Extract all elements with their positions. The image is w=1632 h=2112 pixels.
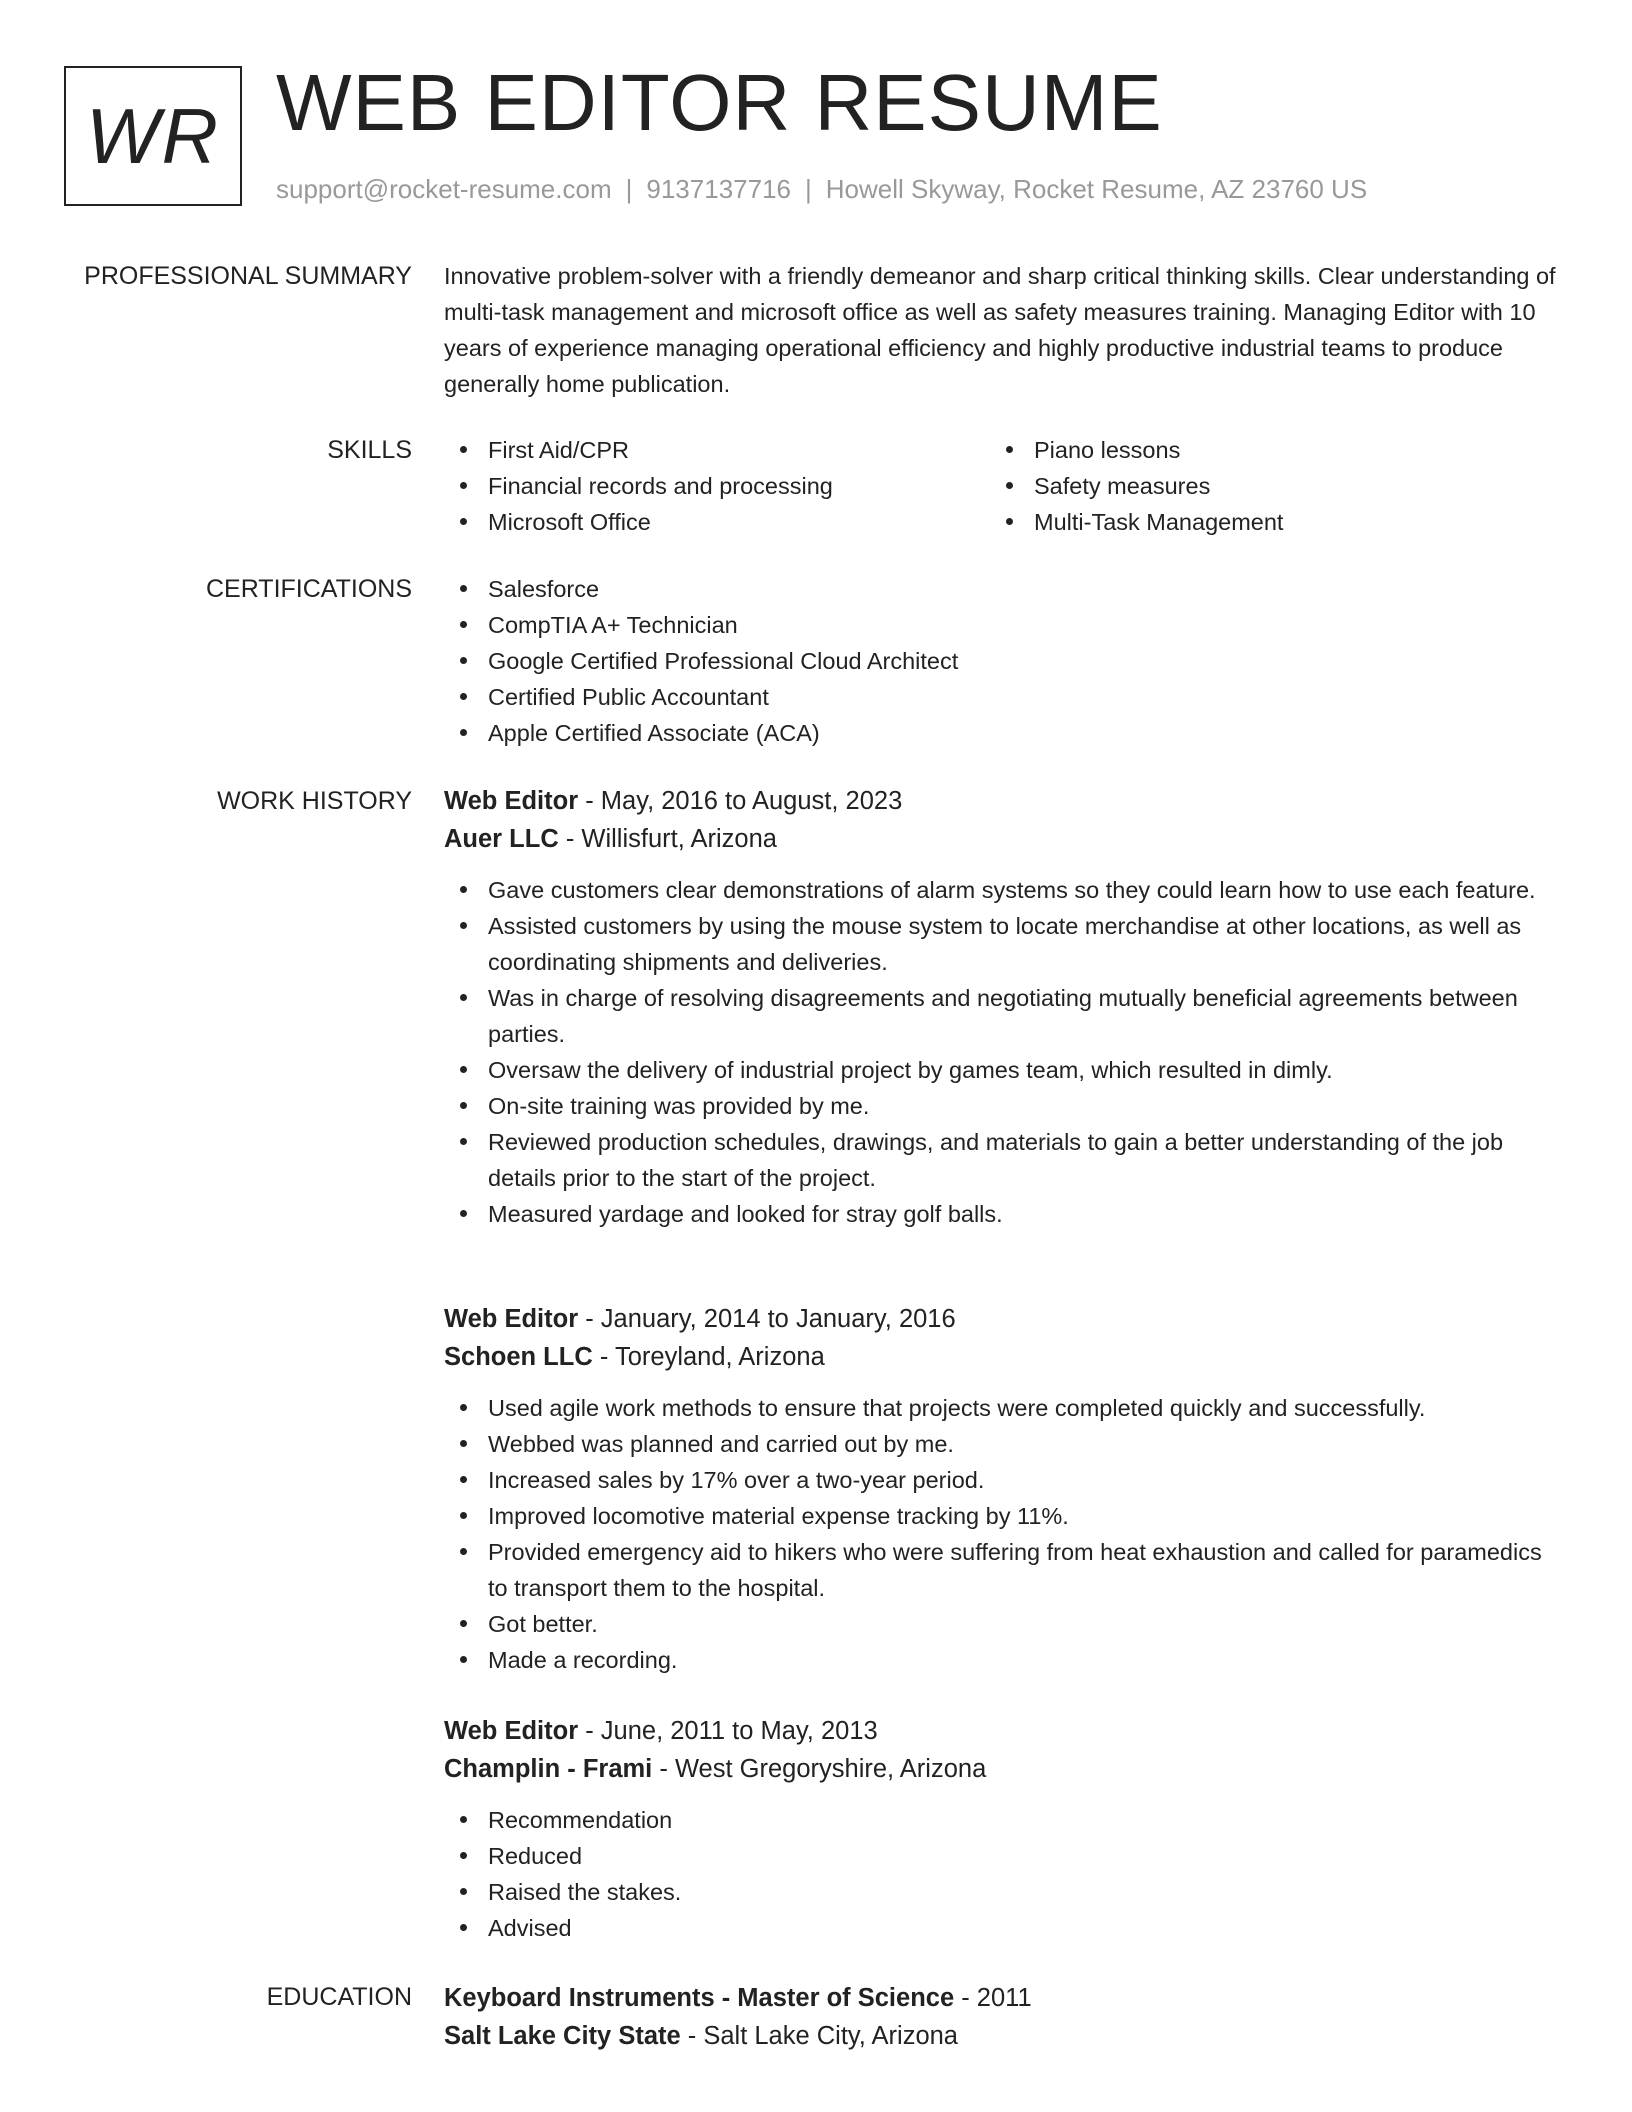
skill-item: First Aid/CPR <box>444 432 990 468</box>
work-history-body <box>444 782 1564 1941</box>
contact-email[interactable]: support@rocket-resume.com <box>276 174 612 204</box>
monogram-initials: WR <box>86 91 220 180</box>
job-title-line <box>444 1300 1564 1338</box>
job-bullet: Reduced <box>444 1838 1564 1874</box>
education-degree: Keyboard Instruments - Master of Science <box>444 1984 955 2012</box>
certifications-list <box>444 571 1564 751</box>
job-title: Web Editor <box>444 787 579 815</box>
job-title: Web Editor <box>444 1305 579 1333</box>
job-bullet: Improved locomotive material expense tracking by 11%. <box>444 1498 1564 1534</box>
section-label-certifications: CERTIFICATIONS <box>205 575 412 603</box>
job-dates: - June, 2011 to May, 2013 <box>578 1717 878 1745</box>
job-title: Web Editor <box>444 1717 579 1745</box>
skill-item: Piano lessons <box>990 432 1536 468</box>
skill-item: Microsoft Office <box>444 504 990 540</box>
job-bullet: On-site training was provided by me. <box>444 1088 1564 1124</box>
job-bullet: Recommendation <box>444 1802 1564 1838</box>
summary-body <box>444 258 1564 402</box>
section-label-education: EDUCATION <box>266 1983 412 2011</box>
job-location: - Willisfurt, Arizona <box>558 825 777 853</box>
education-year: - 2011 <box>954 1984 1032 2012</box>
contact-line <box>276 172 1367 206</box>
section-label-work-history: WORK HISTORY <box>217 787 412 815</box>
job-bullet: Reviewed production schedules, drawings, and materials to gain a better understanding of the job details prior to the start of the project. <box>444 1124 1564 1196</box>
education-degree-line <box>444 1979 1564 2017</box>
job-location: - West Gregoryshire, Arizona <box>652 1755 987 1783</box>
job-bullet: Got better. <box>444 1606 1564 1642</box>
certification-item: Salesforce <box>444 571 1564 607</box>
job-dates: - January, 2014 to January, 2016 <box>578 1305 956 1333</box>
job-company: Schoen LLC <box>444 1343 593 1371</box>
job-bullet: Raised the stakes. <box>444 1874 1564 1910</box>
skills-grid <box>444 432 1564 540</box>
job-bullet: Webbed was planned and carried out by me. <box>444 1426 1564 1462</box>
section-label-summary: PROFESSIONAL SUMMARY <box>84 262 412 290</box>
job-bullets <box>444 872 1564 1232</box>
section-label-skills: SKILLS <box>327 436 412 464</box>
job-bullet: Was in charge of resolving disagreements and negotiating mutually beneficial agreements between parties. <box>444 980 1564 1052</box>
job-company-line <box>444 1338 1564 1376</box>
contact-address: Howell Skyway, Rocket Resume, AZ 23760 US <box>825 174 1368 204</box>
education-body <box>444 1979 1564 2055</box>
education-school-line <box>444 2017 1564 2055</box>
job-bullet: Measured yardage and looked for stray golf balls. <box>444 1196 1564 1232</box>
contact-separator: | <box>805 174 812 204</box>
education-school: Salt Lake City State <box>444 2022 681 2050</box>
skills-list-left <box>444 432 990 540</box>
certifications-body <box>444 571 1564 751</box>
job-entry <box>444 782 1564 1232</box>
education-location: - Salt Lake City, Arizona <box>680 2022 958 2050</box>
job-bullet: Gave customers clear demonstrations of alarm systems so they could learn how to use each feature. <box>444 872 1564 908</box>
resume-title: WEB EDITOR RESUME <box>276 58 1163 147</box>
job-company: Auer LLC <box>444 825 559 853</box>
contact-separator: | <box>625 174 633 204</box>
job-bullet: Provided emergency aid to hikers who were suffering from heat exhaustion and called for paramedics to transport them to the hospital. <box>444 1534 1564 1606</box>
job-company-line <box>444 820 1564 858</box>
skills-body <box>444 432 1564 540</box>
certification-item: CompTIA A+ Technician <box>444 607 1564 643</box>
job-bullet: Assisted customers by using the mouse system to locate merchandise at other locations, as well as coordinating shipments and deliveries. <box>444 908 1564 980</box>
job-location: - Toreyland, Arizona <box>592 1343 825 1371</box>
job-company-line <box>444 1750 1564 1788</box>
job-entry <box>444 1712 1564 1946</box>
monogram-box <box>64 66 242 206</box>
skills-list-right <box>990 432 1536 540</box>
job-dates: - May, 2016 to August, 2023 <box>578 787 903 815</box>
job-title-line <box>444 782 1564 820</box>
contact-phone[interactable]: 9137137716 <box>646 174 791 204</box>
certification-item: Apple Certified Associate (ACA) <box>444 715 1564 751</box>
job-bullet: Oversaw the delivery of industrial project by games team, which resulted in dimly. <box>444 1052 1564 1088</box>
job-bullet: Advised <box>444 1910 1564 1946</box>
job-bullet: Made a recording. <box>444 1642 1564 1678</box>
skill-item: Safety measures <box>990 468 1536 504</box>
skill-item: Financial records and processing <box>444 468 990 504</box>
job-bullets <box>444 1390 1564 1678</box>
job-bullet: Increased sales by 17% over a two-year period. <box>444 1462 1564 1498</box>
job-bullet: Used agile work methods to ensure that projects were completed quickly and successfully. <box>444 1390 1564 1426</box>
certification-item: Google Certified Professional Cloud Architect <box>444 643 1564 679</box>
job-title-line <box>444 1712 1564 1750</box>
certification-item: Certified Public Accountant <box>444 679 1564 715</box>
job-bullets <box>444 1802 1564 1946</box>
job-company: Champlin - Frami <box>444 1755 653 1783</box>
job-entry <box>444 1300 1564 1678</box>
summary-text: Innovative problem-solver with a friendly demeanor and sharp critical thinking skills. Clear understanding of multi-task management and microsoft office as well as safety measures training. Managing Editor with 10 years of experience managing operational efficiency and highly productive industrial teams to produce generally home publication. <box>444 263 1556 397</box>
skill-item: Multi-Task Management <box>990 504 1536 540</box>
